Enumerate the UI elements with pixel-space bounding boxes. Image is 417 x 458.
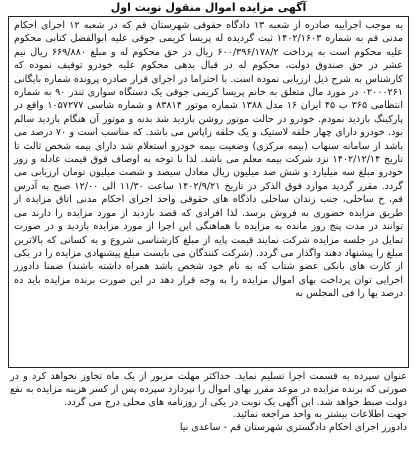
notice-tail xyxy=(10,371,407,422)
notice-title: آگهی مزایده اموال منقول نوبت اول xyxy=(110,1,307,14)
notice-body-box xyxy=(8,16,409,368)
notice-tail-paragraph: عنوان سپرده به قسمت اجرا تسلیم نماید. حداکثر مهلت مزبور از یک ماه تجاوز نخواهد کرد و در صورتی که برنده مزایده در موعد مقرر بهای اموال را نپردازد سپرده پس از کسر هزینه مزایده به نفع دولت ضبط خواهد شد. این آگهی یک نوبت در یکی از روزنامه های محلی درج می گردد. xyxy=(10,371,407,408)
notice-signature: دادورز اجرای احکام دادگستری شهرستان قم - ساعدی نیا xyxy=(179,422,407,434)
notice-contact-line: جهت اطلاعات بیشتر به واحد مراجعه نمائید. xyxy=(233,409,407,421)
notice-body-text: به موجب اجراییه صادره از شعبه ۱۳ دادگاه حقوقی شهرستان قم که در شعبه ۱۲ اجرای احکام مدنی قم به شماره ۱۴۰۲/۱۶۰۳ ثبت گردیده له پریسا کریمی جوقی علیه ابوالفضل کتابی محکوم علیه محکوم است به پرداخت ۶۰۰/۳۹۶/۱۷۸/۲ ریال در حق محکوم له و مبلغ ۶۶۹/۸۸۰ ریال نیم عشر در حق صندوق دولت، محکوم له در قبال بدهی محکوم علیه خودرو توقیف نموده که کارشناس به شرح ذیل ارزیابی نموده است. با احتراما در اجرای قرار صادره پرونده شماره بایگانی ۰۲۰۰۰۲۶۱ در مورد مال متعلق به خانم پریسا کریمی جوقی یک دستگاه سواری تندر ۹۰ به شماره انتظامی ۳۶۵ ب ۴۵ ایران ۱۶ مدل ۱۳۸۸ شماره موتور ۸۳۸۱۴ و شماره شاسی ۱۰۵۷۲۷۷ واقع در پارکینگ بازدید نمودم. خودرو در حالت موتور روشن بازدید شد بدنه و موتور آن هنگام بازدید سالم بود. خودرو دارای چهار حلقه لاستیک و یک حلقه زاپاس می باشد. که مناسب است و ۷۰ درصد می باشد از سامانه سنهاب (بیمه مرکزی) وضعیت بیمه خودرو استعلام شد دارای بیمه شخص ثالث تا تاریخ ۱۴۰۲/۱۲/۱۴ نزد شرکت بیمه معلم می باشد. لذا با توجه به اوصاف فوق قیمت عادله و روز خودرو مبلغ سه میلیارد و شش صد میلیون ریال معادل سیصد و شصت میلیون تومان ارزیابی می گردد. مقرر گردید موارد فوق الذکر در تاریخ ۱۴۰۲/۹/۲۱ ساعت ۱۱/۳۰ الی ۱۲/۰۰ صبح به آدرس قم، خ ساحلی، جنب زندان ساحلی دادگاه های حقوقی واحد اجرای احکام مدنی اتاق مزایده از طریق مزایده حضوری به فروش برسد. لذا افرادی که قصد بازدید از مورد مزایده را دارند می توانند در مدت پنج روز مانده به مزایده با هماهنگی این اجرا از مورد مزایده بازدید و در صورت تمایل در جلسه مزایده شرکت نمایند قیمت پایه از مبلغ کارشناسی شروع و به کسانی که بالاترین مبلغ را پیشنهاد دهند واگذار می گردد. (شرکت کنندگان می بایست مبلغ پیشنهادی مزایده را در یکی از کارت های بانکی عضو شتاب که به نام خود شخص باشد همراه داشته باشند) ضمنا دادورز اجرایی توان پرداخت بهای اموال مزایده را به وجه قرار دهد در این صورت برنده مزایده باید ده درصد بها را فی المجلس به xyxy=(14,20,404,300)
auction-notice xyxy=(0,1,417,458)
